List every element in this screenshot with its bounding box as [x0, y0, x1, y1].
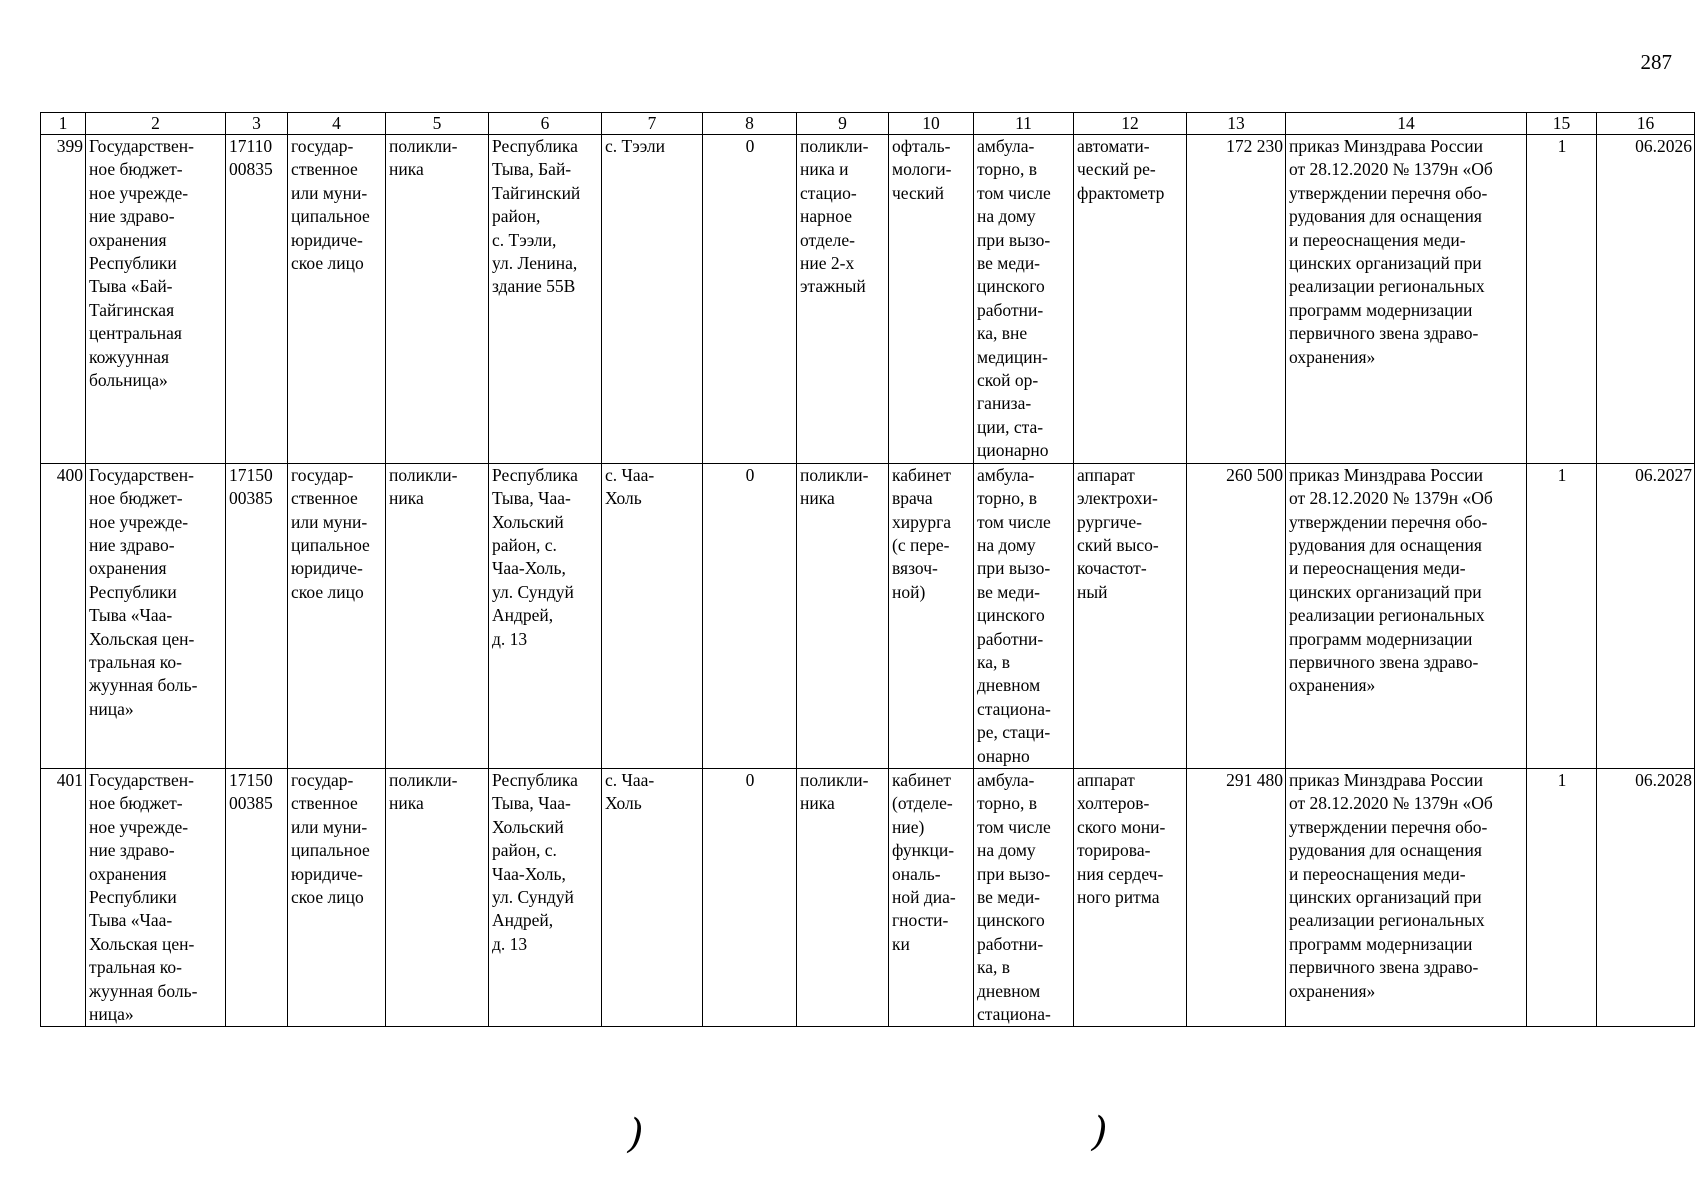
equipment-cell: аппарат электрохи- рургиче- ский высо- кочастот- ный: [1074, 463, 1187, 768]
quantity-cell: 1: [1527, 135, 1597, 464]
column-header: 16: [1597, 113, 1695, 135]
table-row: [41, 135, 1695, 464]
column-header: 11: [974, 113, 1074, 135]
cost-cell: 291 480: [1187, 768, 1286, 1026]
column-number-row: [41, 113, 1695, 135]
date-cell: 06.2028: [1597, 768, 1695, 1026]
row-number-cell: 400: [41, 463, 86, 768]
care-conditions-cell: амбула- торно, в том числе на дому при вызо- ве меди- цинского работни- ка, в дневном стациона- ре, стаци- онарно: [974, 463, 1074, 768]
table-row: [41, 768, 1695, 1026]
subdivision-cell: поликли- ника и стацио- нарное отделе- ние 2-х этажный: [797, 135, 889, 464]
column-header: 5: [386, 113, 489, 135]
date-cell: 06.2026: [1597, 135, 1695, 464]
column-8-cell: 0: [703, 768, 797, 1026]
legal-basis-cell: приказ Минздрава России от 28.12.2020 № 1379н «Об утверждении перечня обо- рудования для оснащения и переоснащения меди- цинских организаций при реализации региональных программ модернизации первичного звена здраво- охранения»: [1286, 463, 1527, 768]
legal-basis-cell: приказ Минздрава России от 28.12.2020 № 1379н «Об утверждении перечня обо- рудования для оснащения и переоснащения меди- цинских организаций при реализации региональных программ модернизации первичного звена здраво- охранения»: [1286, 135, 1527, 464]
care-conditions-cell: амбула- торно, в том числе на дому при вызо- ве меди- цинского работни- ка, вне медицин- ской ор- ганиза- ции, ста- ционарно: [974, 135, 1074, 464]
settlement-cell: с. Чаа- Холь: [602, 768, 703, 1026]
department-cell: офталь- мологи- ческий: [889, 135, 974, 464]
column-header: 2: [86, 113, 226, 135]
quantity-cell: 1: [1527, 463, 1597, 768]
department-cell: кабинет (отделе- ние) функци- ональ- ной диа- гности- ки: [889, 768, 974, 1026]
left-bottom-mark: ): [623, 1111, 649, 1157]
column-header: 6: [489, 113, 602, 135]
row-number-cell: 399: [41, 135, 86, 464]
facility-type-cell: поликли- ника: [386, 135, 489, 464]
institution-code-cell: 17150 00385: [226, 768, 288, 1026]
column-header: 3: [226, 113, 288, 135]
institution-code-cell: 17150 00385: [226, 463, 288, 768]
equipment-cell: аппарат холтеров- ского мони- торирова- ния сердеч- ного ритма: [1074, 768, 1187, 1026]
column-header: 14: [1286, 113, 1527, 135]
settlement-cell: с. Чаа- Холь: [602, 463, 703, 768]
address-cell: Республика Тыва, Чаа- Хольский район, с. Чаа-Холь, ул. Сундуй Андрей, д. 13: [489, 463, 602, 768]
subdivision-cell: поликли- ника: [797, 768, 889, 1026]
column-header: 1: [41, 113, 86, 135]
cost-cell: 172 230: [1187, 135, 1286, 464]
institution-name-cell: Государствен- ное бюджет- ное учрежде- ние здраво- охранения Республики Тыва «Чаа- Хольская цен- тральная ко- жуунная боль- ница»: [86, 463, 226, 768]
equipment-cell: автомати- ческий ре- фрактометр: [1074, 135, 1187, 464]
legal-form-cell: государ- ственное или муни- ципальное юридиче- ское лицо: [288, 768, 386, 1026]
institution-code-cell: 17110 00835: [226, 135, 288, 464]
right-bottom-mark: ): [1087, 1109, 1113, 1155]
cost-cell: 260 500: [1187, 463, 1286, 768]
care-conditions-cell: амбула- торно, в том числе на дому при вызо- ве меди- цинского работни- ка, в дневном стациона-: [974, 768, 1074, 1026]
settlement-cell: с. Тээли: [602, 135, 703, 464]
address-cell: Республика Тыва, Бай- Тайгинский район, с. Тээли, ул. Ленина, здание 55В: [489, 135, 602, 464]
institution-name-cell: Государствен- ное бюджет- ное учрежде- ние здраво- охранения Республики Тыва «Бай- Тайгинская центральная кожуунная больница»: [86, 135, 226, 464]
facility-type-cell: поликли- ника: [386, 463, 489, 768]
date-cell: 06.2027: [1597, 463, 1695, 768]
facility-type-cell: поликли- ника: [386, 768, 489, 1026]
column-header: 12: [1074, 113, 1187, 135]
column-header: 8: [703, 113, 797, 135]
column-header: 4: [288, 113, 386, 135]
column-header: 15: [1527, 113, 1597, 135]
column-header: 13: [1187, 113, 1286, 135]
column-header: 10: [889, 113, 974, 135]
department-cell: кабинет врача хирурга (с пере- вязоч- ной): [889, 463, 974, 768]
institution-name-cell: Государствен- ное бюджет- ное учрежде- ние здраво- охранения Республики Тыва «Чаа- Хольская цен- тральная ко- жуунная боль- ница»: [86, 768, 226, 1026]
equipment-table: [40, 112, 1695, 1027]
legal-form-cell: государ- ственное или муни- ципальное юридиче- ское лицо: [288, 463, 386, 768]
legal-basis-cell: приказ Минздрава России от 28.12.2020 № 1379н «Об утверждении перечня обо- рудования для оснащения и переоснащения меди- цинских организаций при реализации региональных программ модернизации первичного звена здраво- охранения»: [1286, 768, 1527, 1026]
column-8-cell: 0: [703, 135, 797, 464]
quantity-cell: 1: [1527, 768, 1597, 1026]
column-header: 7: [602, 113, 703, 135]
subdivision-cell: поликли- ника: [797, 463, 889, 768]
column-8-cell: 0: [703, 463, 797, 768]
page-number: 287: [1640, 50, 1672, 74]
table-row: [41, 463, 1695, 768]
row-number-cell: 401: [41, 768, 86, 1026]
legal-form-cell: государ- ственное или муни- ципальное юридиче- ское лицо: [288, 135, 386, 464]
column-header: 9: [797, 113, 889, 135]
address-cell: Республика Тыва, Чаа- Хольский район, с. Чаа-Холь, ул. Сундуй Андрей, д. 13: [489, 768, 602, 1026]
